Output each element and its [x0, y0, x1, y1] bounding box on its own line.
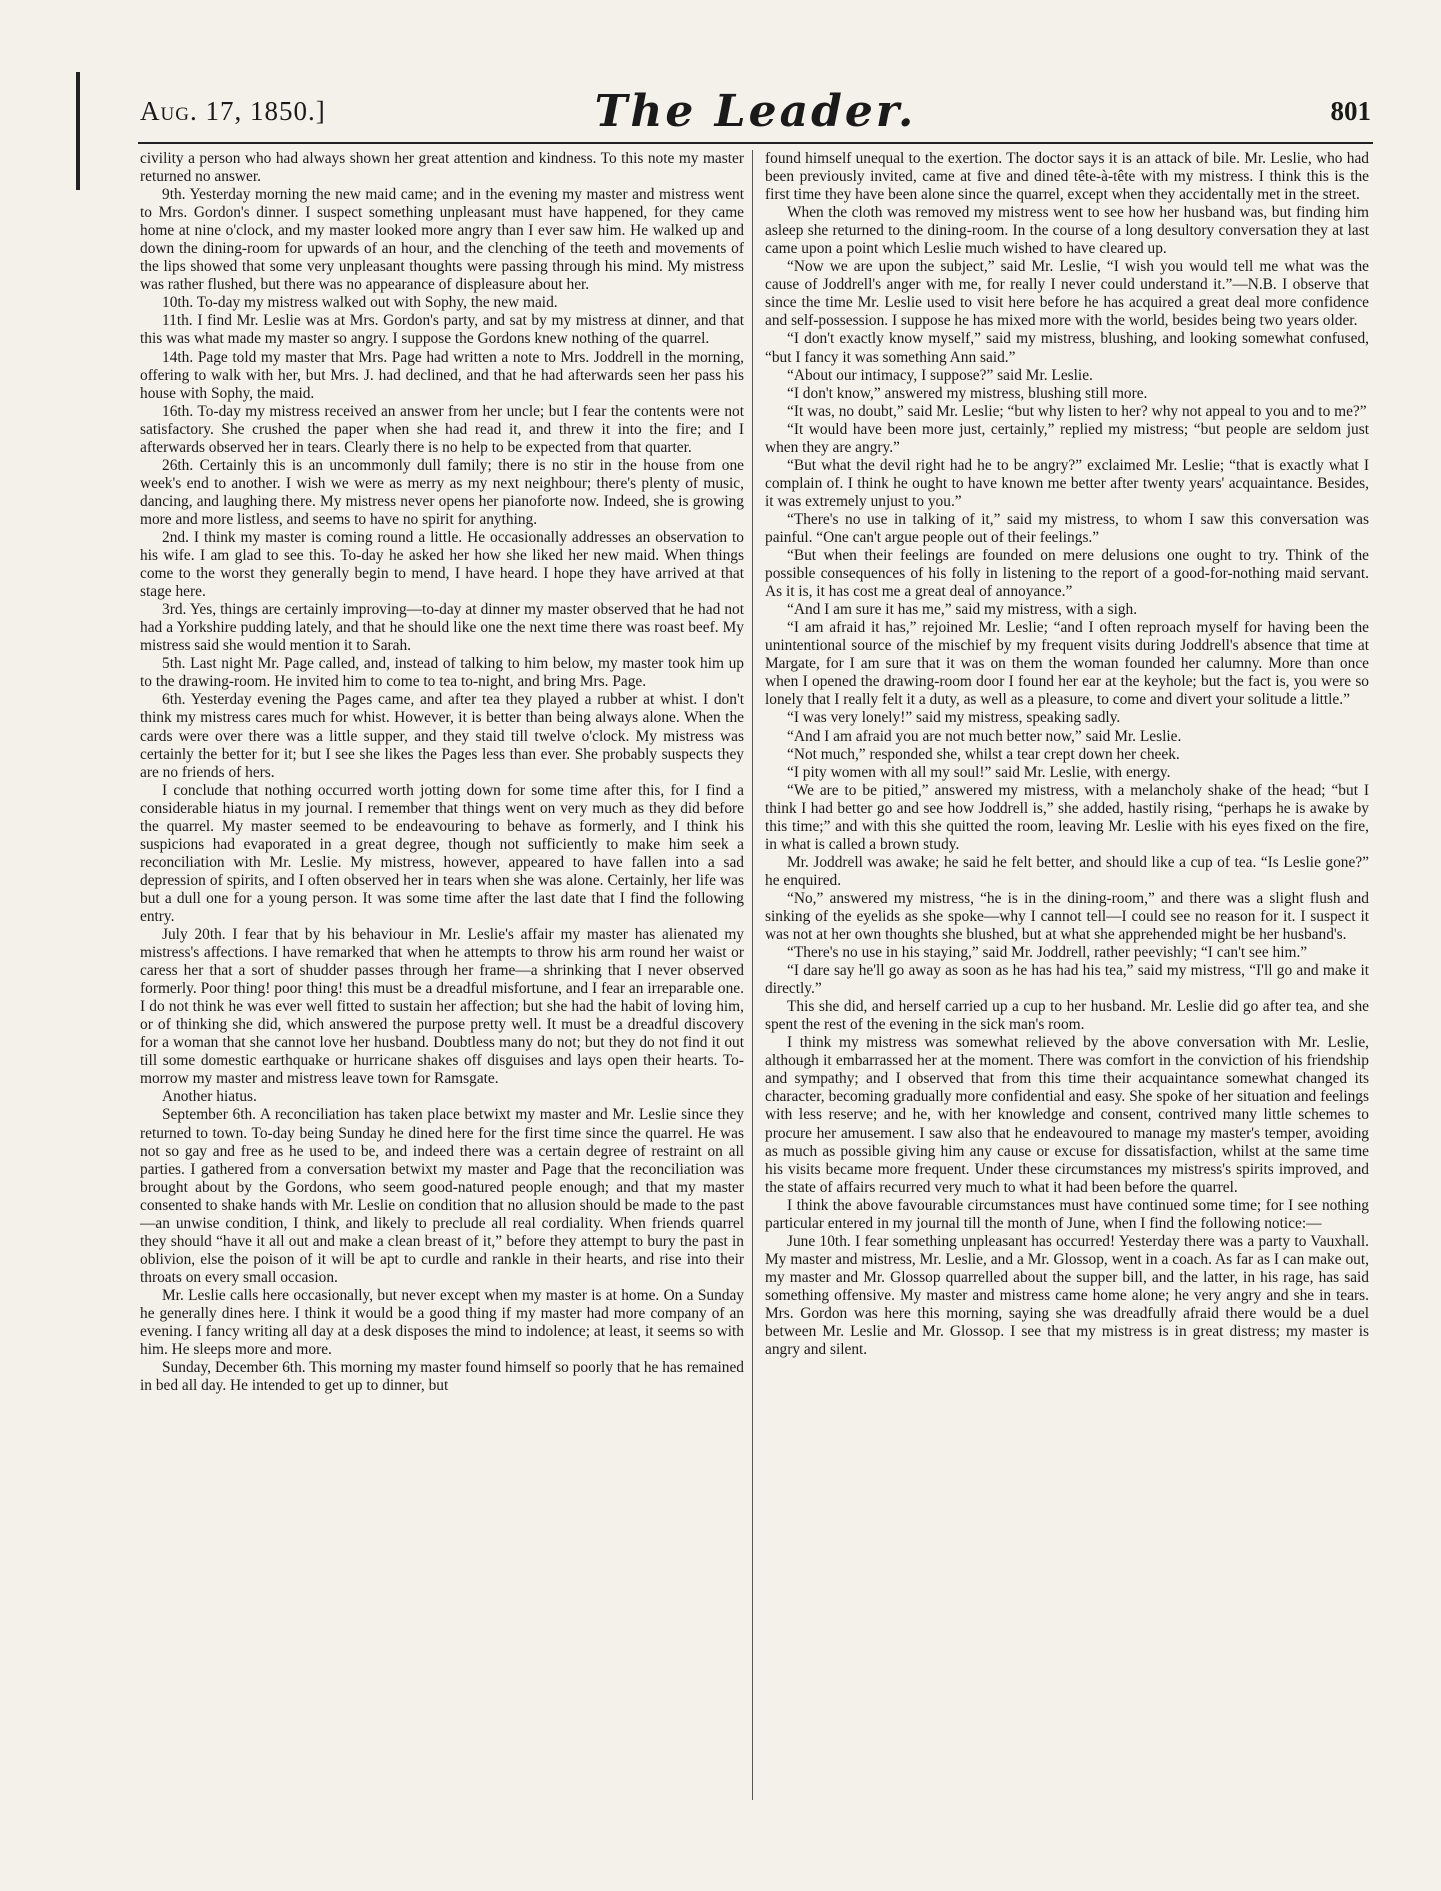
issue-date: Aug. 17, 1850.] [140, 96, 326, 126]
paragraph: “I pity women with all my soul!” said Mr. Leslie, with energy. [787, 763, 1171, 781]
paragraph: When the cloth was removed my mistress went to see how her husband was, but finding him asleep she returned to the dining-room. In the course of a long desultory conversation they at last came upon a point which Leslie much wished to have cleared up. [765, 204, 1369, 258]
paragraph: “It was, no doubt,” said Mr. Leslie; “but why listen to her? why not appeal to you and to me?” [787, 402, 1367, 420]
column-divider [752, 150, 753, 1800]
paragraph: “I am afraid it has,” rejoined Mr. Leslie; “and I often reproach myself for having been the unintentional source of the mischief by my frequent visits during Joddrell's absence that time at Margate, for I am sure that it was on them the woman founded her calumny. More than once when I opened the drawing-room door I found her ear at the keyhole; but the fact is, you were so lonely that I really felt it a duty, as well as a pleasure, to come and divert your solitude a little.” [765, 619, 1369, 709]
paragraph: Sunday, December 6th. This morning my master found himself so poorly that he has remained in bed all day. He intended to get up to dinner, but [140, 1359, 744, 1395]
margin-rule [76, 72, 80, 190]
masthead-title: The Leader. [594, 86, 917, 137]
page-header [138, 86, 1373, 146]
paragraph: “Not much,” responded she, whilst a tear crept down her cheek. [787, 745, 1180, 763]
paragraph: 16th. To-day my mistress received an answer from her uncle; but I fear the contents were not satisfactory. She crushed the paper when she had read it, and threw it into the fire; and I afterwards observed her in tears. Clearly there is no help to be expected from that quarter. [140, 402, 744, 456]
paragraph: 2nd. I think my master is coming round a little. He occasionally addresses an observation to his wife. I am glad to see this. To-day he asked her how she liked her new maid. When things come to the worst they generally begin to mend, I have heard. I hope they have arrived at that stage here. [140, 528, 744, 601]
paragraph: “And I am sure it has me,” said my mistress, with a sigh. [787, 601, 1138, 619]
paragraph: “There's no use in his staying,” said Mr. Joddrell, rather peevishly; “I can't see him.” [787, 944, 1308, 962]
paragraph: civility a person who had always shown her great attention and kindness. To this note my master returned no answer. [140, 150, 744, 186]
left-column [140, 150, 744, 1395]
header-rule [138, 142, 1373, 144]
paragraph: “It would have been more just, certainly,” replied my mistress; “but people are seldom just when they are angry.” [765, 420, 1369, 456]
paragraph: “Now we are upon the subject,” said Mr. Leslie, “I wish you would tell me what was the cause of Joddrell's anger with me, for really I never could understand it.”—N.B. I observe that since the time Mr. Leslie used to visit here before he has acquired a great deal more confidence and self-possession. I suppose he has mixed more with the world, besides being two years older. [765, 258, 1369, 330]
paragraph: “But when their feelings are founded on mere delusions one ought to try. Think of the possible consequences of his folly in listening to the report of a good-for-nothing maid servant. As it is, it has cost me a great deal of annoyance.” [765, 547, 1369, 601]
paragraph: “But what the devil right had he to be angry?” exclaimed Mr. Leslie; “that is exactly what I complain of. I think he ought to have known me better after twenty years' acquaintance. Besides, it was extremely unjust to you.” [765, 456, 1369, 510]
page-number: 801 [1330, 96, 1371, 126]
paragraph: Mr. Joddrell was awake; he said he felt better, and should like a cup of tea. “Is Leslie gone?” he enquired. [765, 853, 1369, 889]
paragraph: “I don't exactly know myself,” said my mistress, blushing, and looking somewhat confused, “but I fancy it was something Ann said.” [765, 330, 1369, 366]
paragraph: I think my mistress was somewhat relieved by the above conversation with Mr. Leslie, although it embarrassed her at the moment. There was comfort in the conviction of his friendship and sympathy; and I observed that from this time their acquaintance somewhat changed its character, becoming gradually more confidential and easy. She spoke of her situation and feelings with less reserve; and he, with her knowledge and consent, contrived many little schemes to procure her amusement. I saw also that he endeavoured to manage my master's temper, avoiding as much as possible giving him any cause or excuse for dissatisfaction, whilst at the same time his visits became more frequent. Under these circumstances my mistress's spirits improved, and the state of affairs recurred very much to what it had been before the quarrel. [765, 1034, 1369, 1196]
paragraph: 9th. Yesterday morning the new maid came; and in the evening my master and mistress went to Mrs. Gordon's dinner. I suspect something unpleasant must have happened, for they came home at nine o'clock, and my master looked more angry than I ever saw him. He walked up and down the dining-room for upwards of an hour, and the clenching of the teeth and movements of the lips showed that some very unpleasant thoughts were passing through his mind. My mistress was rather flushed, but there was no appearance of displeasure about her. [140, 186, 744, 294]
paragraph: “I don't know,” answered my mistress, blushing still more. [787, 384, 1148, 402]
paragraph: 5th. Last night Mr. Page called, and, instead of talking to him below, my master took him up to the drawing-room. He invited him to come to tea to-night, and bring Mrs. Page. [140, 655, 744, 691]
paragraph: “We are to be pitied,” answered my mistress, with a melancholy shake of the head; “but I think I had better go and see how Joddrell is,” she added, hastily rising, “perhaps he is awake by this time;” and with this she quitted the room, leaving Mr. Leslie with his eyes fixed on the fire, in what is called a brown study. [765, 781, 1369, 853]
paragraph: “And I am afraid you are not much better now,” said Mr. Leslie. [787, 727, 1182, 745]
paragraph: 11th. I find Mr. Leslie was at Mrs. Gordon's party, and sat by my mistress at dinner, and that this was what made my master so angry. I suppose the Gordons knew nothing of the quarrel. [140, 312, 744, 348]
paragraph: This she did, and herself carried up a cup to her husband. Mr. Leslie did go after tea, and she spent the rest of the evening in the sick man's room. [765, 998, 1369, 1034]
paragraph: June 10th. I fear something unpleasant has occurred! Yesterday there was a party to Vauxhall. My master and mistress, Mr. Leslie, and a Mr. Glossop, went in a coach. As far as I can make out, my master and Mr. Glossop quarrelled about the supper bill, and the latter, in his rage, has said something offensive. My master and mistress came home alone; he very angry and she in tears. Mrs. Gordon was here this morning, saying she was dreadfully afraid there would be a duel between Mr. Leslie and Mr. Glossop. I see that my mistress is in great distress; my master is angry and silent. [765, 1232, 1369, 1359]
right-column [765, 150, 1369, 1359]
paragraph: “I was very lonely!” said my mistress, speaking sadly. [787, 709, 1121, 727]
paragraph: 6th. Yesterday evening the Pages came, and after tea they played a rubber at whist. I don't think my mistress cares much for whist. However, it is better than being always alone. When the cards were over there was a little supper, and they staid till twelve o'clock. My mistress was certainly the better for it; but I see she likes the Pages less than ever. She probably suspects they are no friends of hers. [140, 691, 744, 781]
paragraph: “I dare say he'll go away as soon as he has had his tea,” said my mistress, “I'll go and make it directly.” [765, 962, 1369, 998]
paragraph: “No,” answered my mistress, “he is in the dining-room,” and there was a slight flush and sinking of the eyelids as she spoke—why I cannot tell—I could see no reason for it. I suspect it was not at her own thoughts she blushed, but at what she apprehended might be her husband's. [765, 889, 1369, 944]
paragraph: I conclude that nothing occurred worth jotting down for some time after this, for I find a considerable hiatus in my journal. I remember that things went on very much as they did before the quarrel. My master seemed to be endeavouring to behave as formerly, and I think his suspicions had evaporated in a great degree, though not sufficiently to make him seek a reconciliation with Mr. Leslie. My mistress, however, appeared to have fallen into a sad depression of spirits, and I often observed her in tears when she was alone. Certainly, her life was but a dull one for a young person. It was some time after the last date that I find the following entry. [140, 781, 744, 925]
paragraph: found himself unequal to the exertion. The doctor says it is an attack of bile. Mr. Leslie, who had been previously invited, came at five and dined tête-à-tête with my mistress. I think this is the first time they have been alone since the quarrel, except when they accidentally met in the street. [765, 150, 1369, 204]
paragraph: 14th. Page told my master that Mrs. Page had written a note to Mrs. Joddrell in the morning, offering to walk with her, but Mrs. J. had declined, and that he had afterwards seen her pass his house with Sophy, the maid. [140, 348, 744, 402]
paragraph: “There's no use in talking of it,” said my mistress, to whom I saw this conversation was painful. “One can't argue people out of their feelings.” [765, 510, 1369, 546]
paragraph: Another hiatus. [162, 1088, 257, 1106]
paragraph: I think the above favourable circumstances must have continued some time; for I see nothing particular entered in my journal till the month of June, when I find the following notice:— [765, 1196, 1369, 1232]
paragraph: July 20th. I fear that by his behaviour in Mr. Leslie's affair my master has alienated my mistress's affections. I have remarked that when he attempts to throw his arm round her waist or caress her that a sort of shudder passes through her frame—a shrinking that I never observed formerly. Poor thing! poor thing! this must be a dreadful misfortune, and I fear an irreparable one. I do not think he was ever well fitted to sustain her affection; but she had the habit of loving him, or of thinking she did, which answered the purpose pretty well. It must be a dreadful discovery for a woman that she cannot love her husband. Doubtless many do not; but they do not find it out till some domestic earthquake or hurricane shakes off disguises and lays open their hearts. To-morrow my master and mistress leave town for Ramsgate. [140, 926, 744, 1088]
paragraph: September 6th. A reconciliation has taken place betwixt my master and Mr. Leslie since they returned to town. To-day being Sunday he dined here for the first time since the quarrel. He was not so gay and free as he used to be, and indeed there was a certain degree of restraint on all parties. I gathered from a conversation betwixt my master and Page that the reconciliation was brought about by the Gordons, who seem good-natured people enough; and that my master consented to shake hands with Mr. Leslie on condition that no allusion should be made to the past—an unwise condition, I think, and likely to preclude all real cordiality. When friends quarrel they should “have it all out and make a clean breast of it,” before they attempt to bury the past in oblivion, else the poison of it will be apt to curdle and rankle in their hearts, and rise into their throats on every small occasion. [140, 1106, 744, 1286]
paragraph: 26th. Certainly this is an uncommonly dull family; there is no stir in the house from one week's end to another. I wish we were as merry as my next neighbour; there's plenty of music, dancing, and laughing there. My mistress never opens her pianoforte now. Indeed, she is growing more and more listless, and seems to have no spirit for anything. [140, 456, 744, 528]
paragraph: 10th. To-day my mistress walked out with Sophy, the new maid. [162, 294, 558, 312]
paragraph: 3rd. Yes, things are certainly improving—to-day at dinner my master observed that he had not had a Yorkshire pudding lately, and that he should like one the next time there was roast beef. My mistress said she would mention it to Sarah. [140, 601, 744, 655]
paragraph: “About our intimacy, I suppose?” said Mr. Leslie. [787, 366, 1093, 384]
paragraph: Mr. Leslie calls here occasionally, but never except when my master is at home. On a Sunday he generally dines here. I think it would be a good thing if my master had more company of an evening. I fancy writing all day at a desk disposes the mind to indolence; at least, it seems so with him. He sleeps more and more. [140, 1286, 744, 1359]
